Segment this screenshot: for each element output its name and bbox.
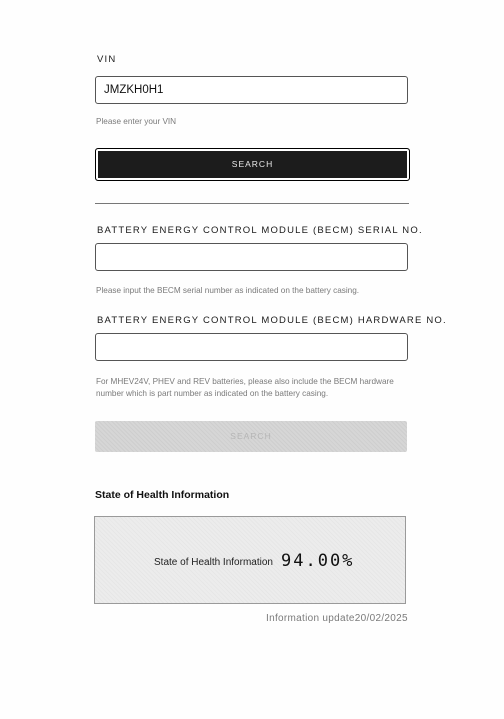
soh-label: State of Health Information [154, 557, 273, 568]
vin-label: VIN [97, 54, 117, 65]
becm-serial-input[interactable] [95, 243, 408, 271]
search-button[interactable]: SEARCH [95, 148, 410, 181]
vin-hint: Please enter your VIN [96, 117, 177, 126]
becm-hardware-input[interactable] [95, 333, 408, 361]
information-update: Information update20/02/2025 [266, 613, 408, 624]
soh-panel [94, 516, 406, 604]
becm-serial-label: BATTERY ENERGY CONTROL MODULE (BECM) SERIAL NO. [97, 225, 423, 236]
divider [95, 203, 409, 204]
vin-input[interactable]: JMZKH0H1 [95, 76, 408, 104]
becm-hardware-hint-line1: For MHEV24V, PHEV and REV batteries, please also include the BECM hardware [96, 377, 394, 386]
becm-serial-hint: Please input the BECM serial number as indicated on the battery casing. [96, 286, 360, 295]
search-button-disabled[interactable]: SEARCH [95, 421, 407, 452]
soh-value: 94.00% [281, 551, 355, 571]
soh-heading: State of Health Information [95, 489, 230, 501]
becm-hardware-hint-line2: number which is part number as indicated on the battery casing. [96, 389, 329, 398]
becm-hardware-label: BATTERY ENERGY CONTROL MODULE (BECM) HARDWARE NO. [97, 315, 447, 326]
